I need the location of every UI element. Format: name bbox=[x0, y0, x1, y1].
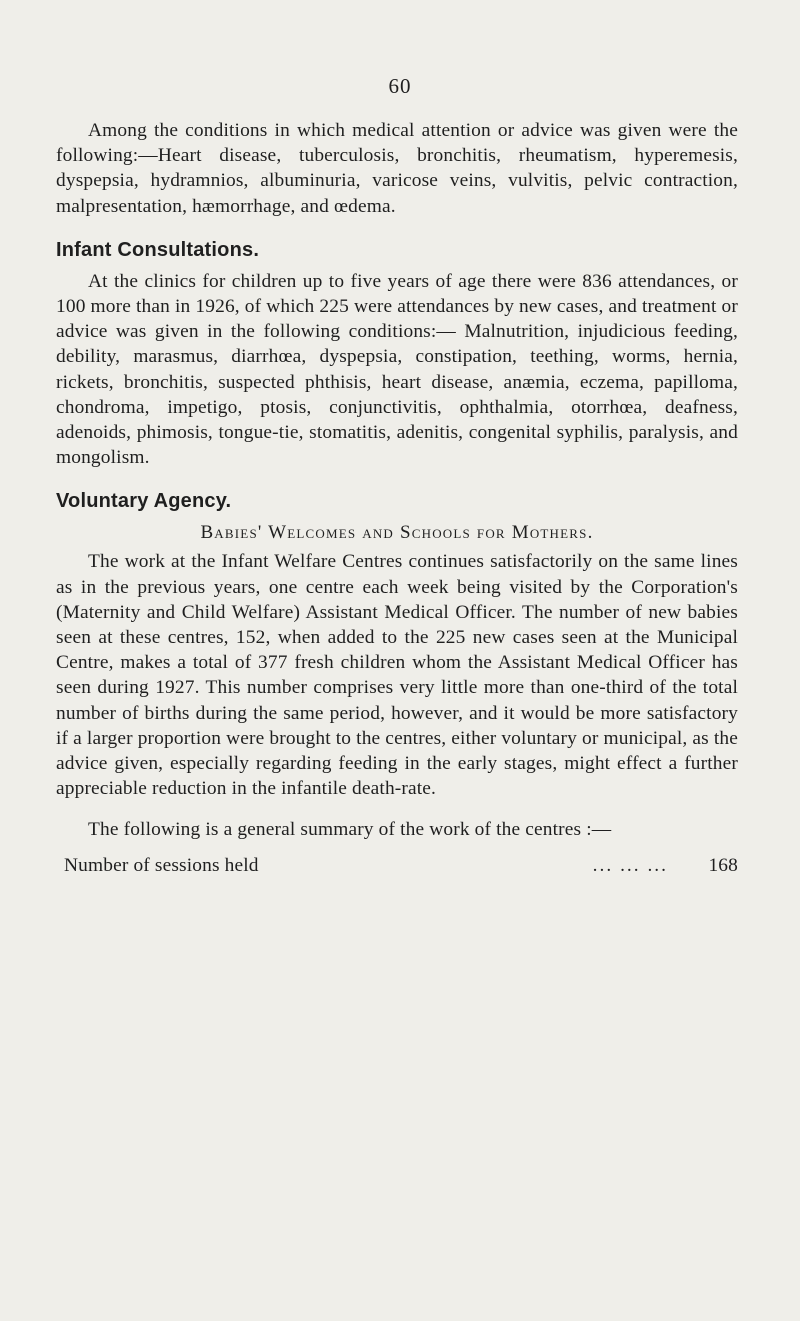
conditions-paragraph: Among the conditions in which medical attention or advice was given were the following:—Heart disease, tuberculosis, bronchitis, rheumatism, hyperemesis, dyspepsia, hydramnios, albuminuria, varicose veins, vulvitis, pelvic contraction, malpresentation, hæmorrhage, and œdema. bbox=[56, 120, 738, 217]
summary-intro-paragraph: The following is a general summary of the work of the centres :— bbox=[88, 819, 612, 841]
infant-consultations-heading: Infant Consultations. bbox=[56, 238, 260, 261]
babies-welcomes-subheading: Babies' Welcomes and Schools for Mothers. bbox=[200, 522, 594, 544]
sessions-value: 168 bbox=[708, 854, 738, 876]
voluntary-agency-heading: Voluntary Agency. bbox=[56, 490, 232, 513]
sessions-label: Number of sessions held bbox=[64, 854, 259, 876]
infant-consultations-paragraph: At the clinics for children up to five years of age there were 836 attendances, or 100 more than in 1926, of which 225 were attendances by new cases, and treatment or advice was given in the following conditions:— Malnutrition, injudicious feeding, debility, marasmus, diarrhœa, dyspepsia, constipation, teething, worms, hernia, rickets, bronchitis, suspected phthisis, heart disease, anæmia, eczema, papilloma, chondroma, impetigo, ptosis, conjunctivitis, ophthalmia, otorrhœa, deafness, adenoids, phimosis, tongue-tie, stomatitis, adenitis, congenital syphilis, paralysis, and mongolism. bbox=[56, 270, 738, 469]
sessions-leader-dots: ... ... ... bbox=[592, 854, 668, 876]
page-number: 60 bbox=[388, 74, 412, 98]
document-body bbox=[56, 118, 738, 878]
welfare-centres-paragraph: The work at the Infant Welfare Centres continues satisfactorily on the same lines as in the previous years, one centre each week being visited by the Corporation's (Maternity and Child Welfare) Assistant Medical Officer. The number of new babies seen at these centres, 152, when added to the 225 new cases seen at the Municipal Centre, makes a total of 377 fresh children whom the Assistant Medical Officer has seen during 1927. This number comprises very little more than one-third of the total number of births during the same period, however, and it would be more satisfactory if a larger proportion were brought to the centres, either voluntary or municipal, as the advice given, especially regarding feeding in the early stages, might effect a further appreciable reduction in the infantile death-rate. bbox=[56, 551, 738, 800]
sessions-row bbox=[56, 853, 738, 878]
